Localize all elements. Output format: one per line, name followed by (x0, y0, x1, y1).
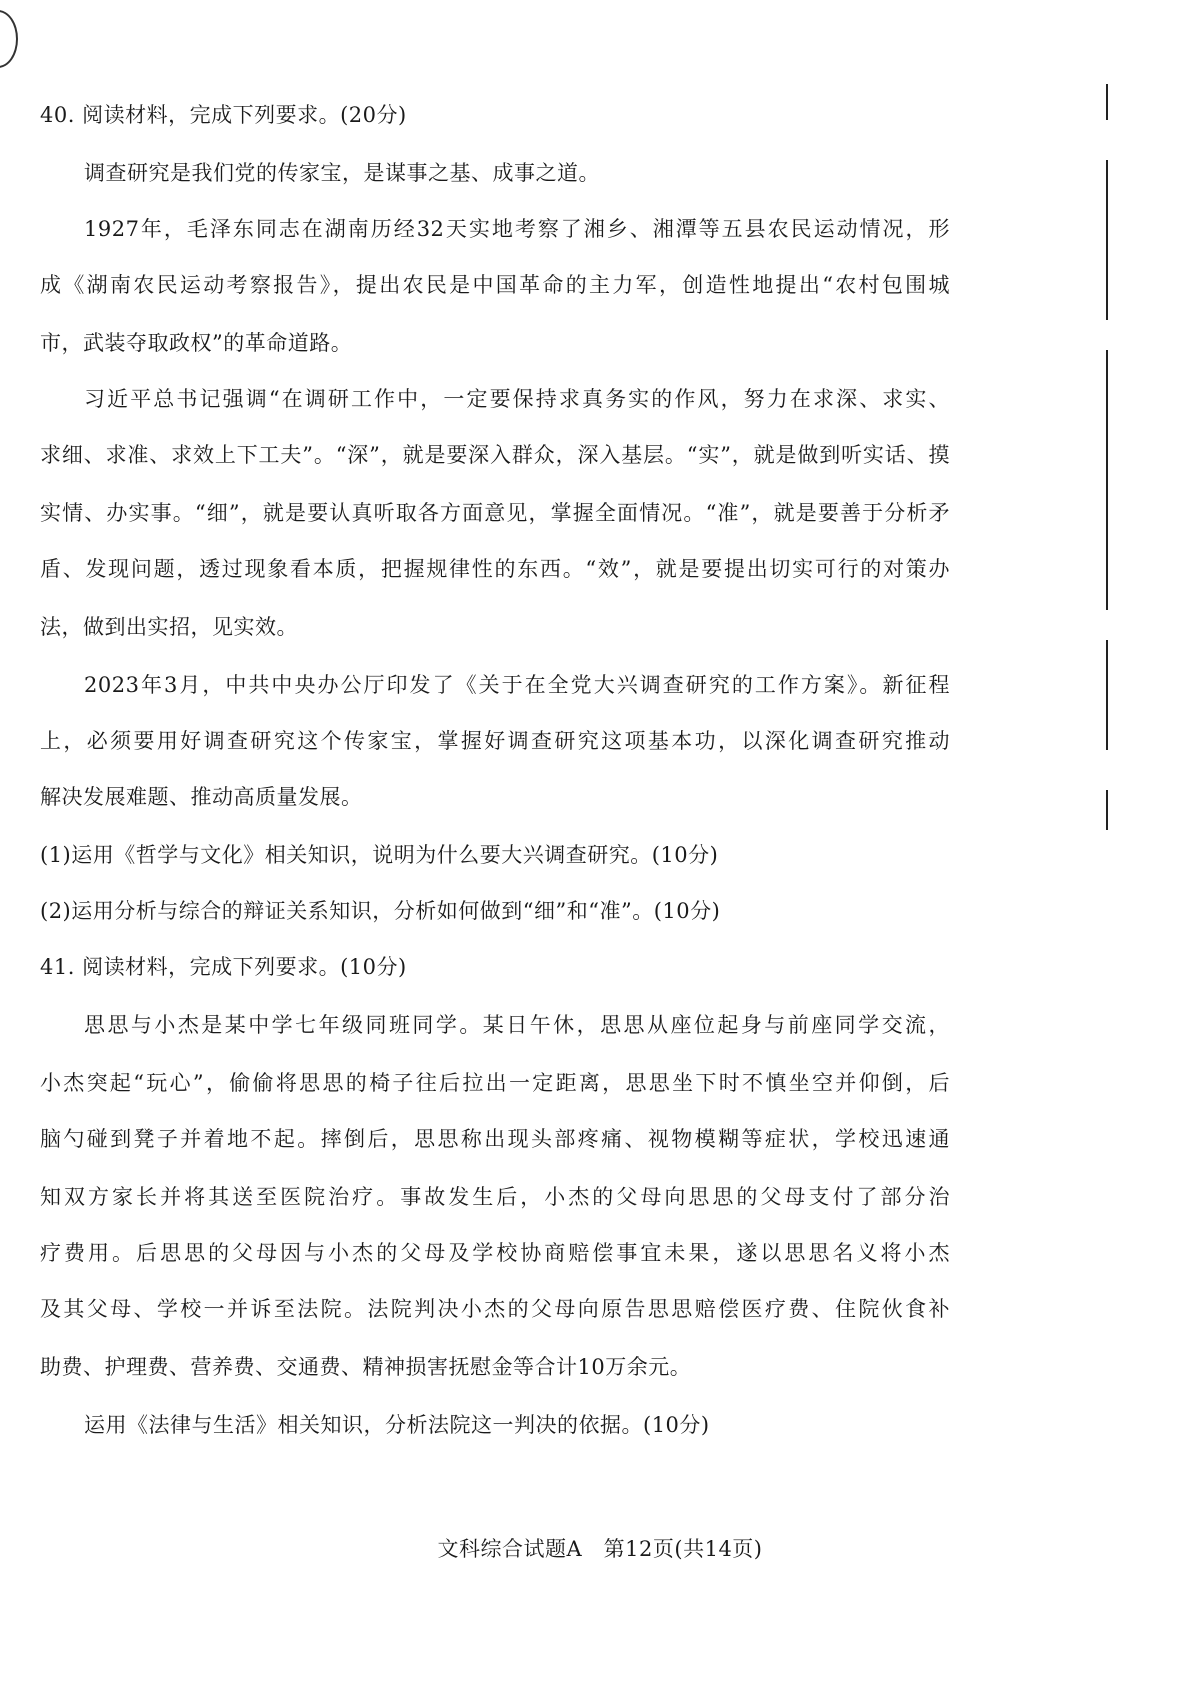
material-line: 市，武装夺取政权”的革命道路。 (40, 331, 353, 355)
material-line: 小杰突起“玩心”，偷偷将思思的椅子往后拉出一定距离，思思坐下时不慎坐空并仰倒，后 (40, 1071, 950, 1095)
material-line: 2023年3月，中共中央办公厅印发了《关于在全党大兴调查研究的工作方案》。新征程 (84, 673, 950, 697)
scan-artifact-mark (1106, 350, 1108, 610)
material-line: 助费、护理费、营养费、交通费、精神损害抚慰金等合计10万余元。 (40, 1355, 692, 1379)
scan-artifact-arc (0, 10, 18, 68)
material-line: 实情、办实事。“细”，就是要认真听取各方面意见，掌握全面情况。“准”，就是要善于分析矛 (40, 501, 950, 525)
material-line: 1927年，毛泽东同志在湖南历经32天实地考察了湘乡、湘潭等五县农民运动情况，形 (84, 217, 950, 241)
material-line: 上，必须要用好调查研究这个传家宝，掌握好调查研究这项基本功，以深化调查研究推动 (40, 729, 950, 753)
material-line: 疗费用。后思思的父母因与小杰的父母及学校协商赔偿事宜未果，遂以思思名义将小杰 (40, 1241, 950, 1265)
material-line: 脑勺碰到凳子并着地不起。摔倒后，思思称出现头部疼痛、视物模糊等症状，学校迅速通 (40, 1127, 950, 1151)
scan-artifact-mark (1106, 640, 1108, 750)
question-40-heading: 40. 阅读材料，完成下列要求。(20分) (40, 103, 407, 127)
question-41-heading: 41. 阅读材料，完成下列要求。(10分) (40, 955, 407, 979)
material-line: 调查研究是我们党的传家宝，是谋事之基、成事之道。 (84, 161, 600, 185)
scan-artifact-mark (1106, 160, 1108, 320)
material-line: 思思与小杰是某中学七年级同班同学。某日午休，思思从座位起身与前座同学交流， (84, 1013, 950, 1037)
question-40-sub-1: (1)运用《哲学与文化》相关知识，说明为什么要大兴调查研究。(10分) (40, 843, 719, 867)
page-footer: 文科综合试题A 第12页(共14页) (437, 1537, 763, 1561)
material-line: 成《湖南农民运动考察报告》，提出农民是中国革命的主力军，创造性地提出“农村包围城 (40, 273, 950, 297)
question-40-sub-2: (2)运用分析与综合的辩证关系知识，分析如何做到“细”和“准”。(10分) (40, 899, 721, 923)
material-line: 法，做到出实招，见实效。 (40, 615, 298, 639)
material-line: 及其父母、学校一并诉至法院。法院判决小杰的父母向原告思思赔偿医疗费、住院伙食补 (40, 1297, 950, 1321)
question-41-requirement: 运用《法律与生活》相关知识，分析法院这一判决的依据。(10分) (84, 1413, 710, 1437)
material-line: 习近平总书记强调“在调研工作中，一定要保持求真务实的作风，努力在求深、求实、 (84, 387, 950, 411)
material-line: 盾、发现问题，透过现象看本质，把握规律性的东西。“效”，就是要提出切实可行的对策办 (40, 557, 950, 581)
material-line: 求细、求准、求效上下工夫”。“深”，就是要深入群众，深入基层。“实”，就是做到听实话、摸 (40, 443, 950, 467)
scan-artifact-mark (1106, 790, 1108, 830)
material-line: 知双方家长并将其送至医院治疗。事故发生后，小杰的父母向思思的父母支付了部分治 (40, 1185, 950, 1209)
material-line: 解决发展难题、推动高质量发展。 (40, 785, 363, 809)
scan-artifact-mark (1106, 84, 1108, 120)
